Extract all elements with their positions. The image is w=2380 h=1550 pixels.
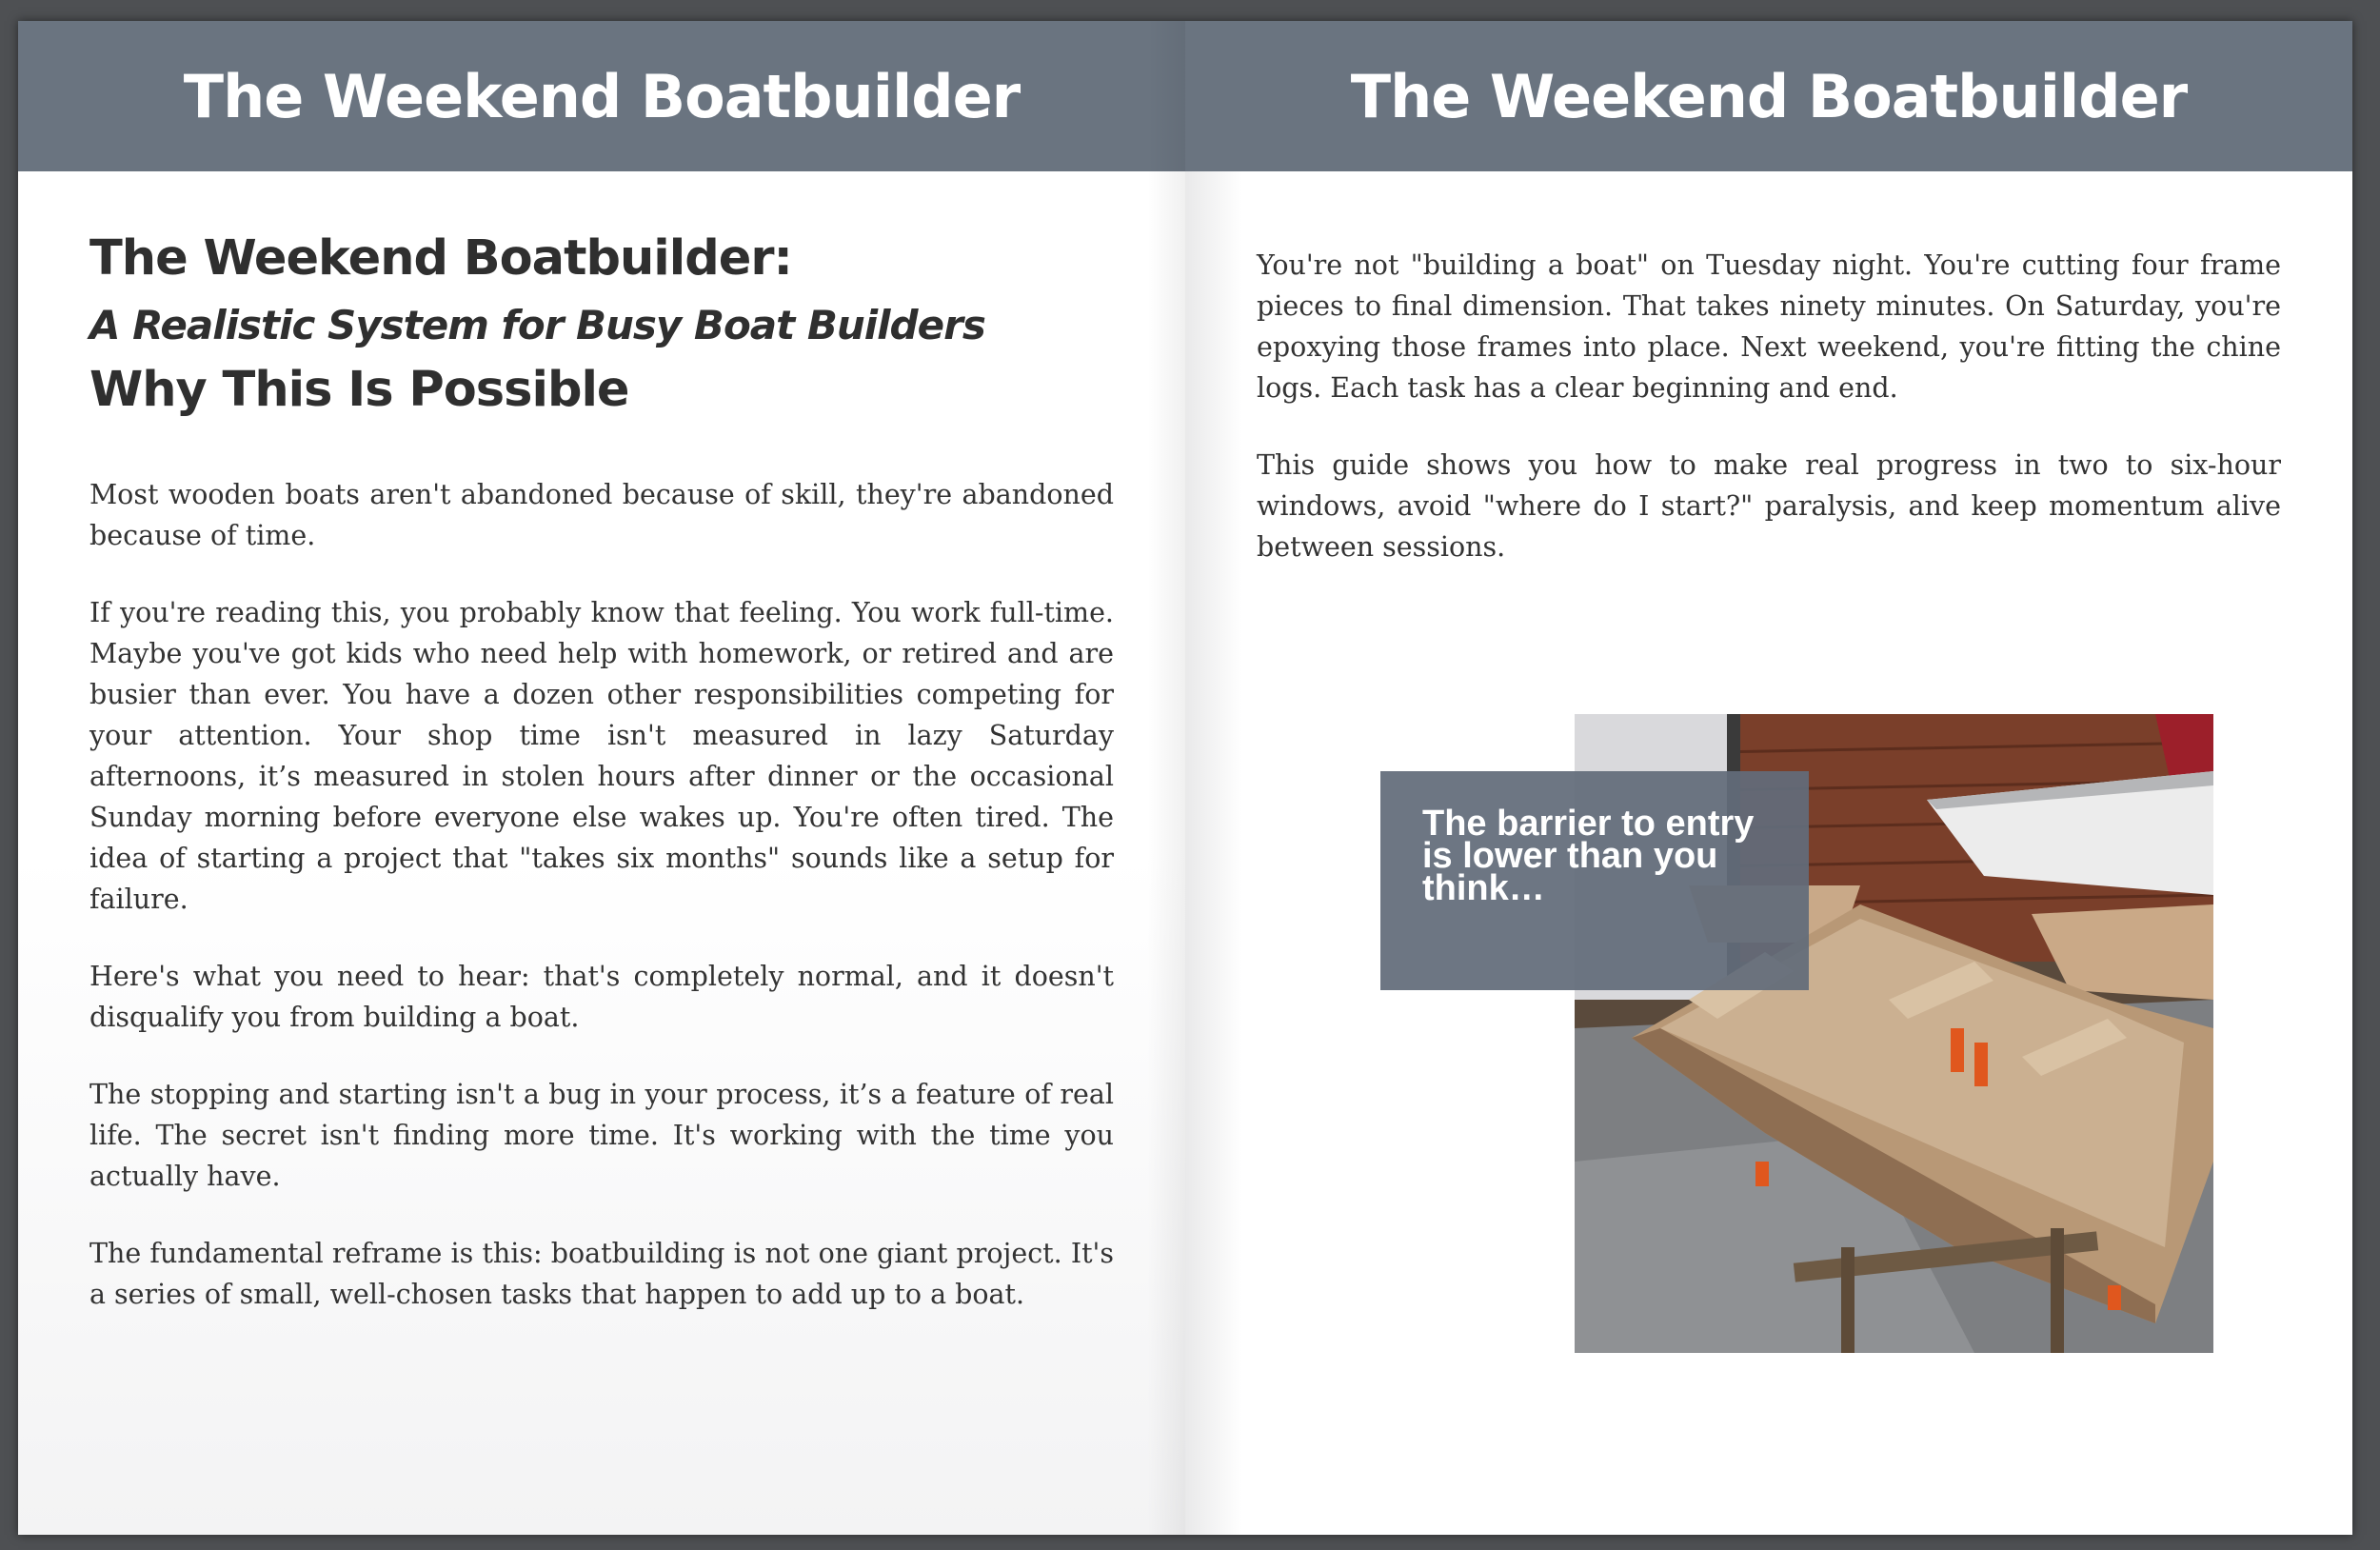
running-head-left xyxy=(18,21,1185,171)
callout-line: The barrier to entry xyxy=(1422,804,1755,844)
pull-quote-callout xyxy=(1380,771,1809,990)
running-head-title: The Weekend Boatbuilder xyxy=(183,61,1021,131)
body-paragraph: The stopping and starting isn't a bug in your process, it’s a feature of real life. The secret isn't finding more time. It's working with the time you actually have. xyxy=(89,1079,1114,1192)
chapter-subtitle: A Realistic System for Busy Boat Builders xyxy=(89,301,985,348)
body-paragraph: The fundamental reframe is this: boatbuilding is not one giant project. It's a series of small, well-chosen tasks that happen to add up to a boat. xyxy=(89,1238,1114,1310)
chapter-title: The Weekend Boatbuilder: xyxy=(89,230,792,287)
body-paragraph: Here's what you need to hear: that's completely normal, and it doesn't disqualify you from building a boat. xyxy=(89,961,1114,1033)
right-page-content xyxy=(1257,245,2281,604)
body-paragraph: You're not "building a boat" on Tuesday night. You're cutting four frame pieces to final dimension. That takes ninety minutes. On Saturday, you're epoxying those frames into place. Next weekend, you're fitting the chine logs. Each task has a clear beginning and end. xyxy=(1257,249,2281,404)
left-page xyxy=(18,21,1185,1535)
right-page xyxy=(1185,21,2352,1535)
callout-line: think… xyxy=(1422,868,1545,908)
body-paragraph: This guide shows you how to make real progress in two to six-hour windows, avoid "where do I start?" paralysis, and keep momentum alive between sessions. xyxy=(1257,449,2281,563)
book-spread xyxy=(18,21,2352,1535)
left-page-content xyxy=(89,229,1114,1351)
running-head-right xyxy=(1185,21,2352,171)
section-heading: Why This Is Possible xyxy=(89,362,629,419)
body-paragraph: If you're reading this, you probably know that feeling. You work full-time. Maybe you've got kids who need help with homework, or retired and are busier than ever. You have a dozen other responsibilities competing for your attention. Your shop time isn't measured in lazy Saturday afternoons, it’s measured in stolen hours after dinner or the occasional Sunday morning before everyone else wakes up. You're often tired. The idea of starting a project that "takes six months" sounds like a setup for failure. xyxy=(89,597,1114,915)
body-paragraph: Most wooden boats aren't abandoned because of skill, they're abandoned because of time. xyxy=(89,479,1114,551)
running-head-title: The Weekend Boatbuilder xyxy=(1350,61,2188,131)
callout-line: is lower than you xyxy=(1422,836,1718,876)
